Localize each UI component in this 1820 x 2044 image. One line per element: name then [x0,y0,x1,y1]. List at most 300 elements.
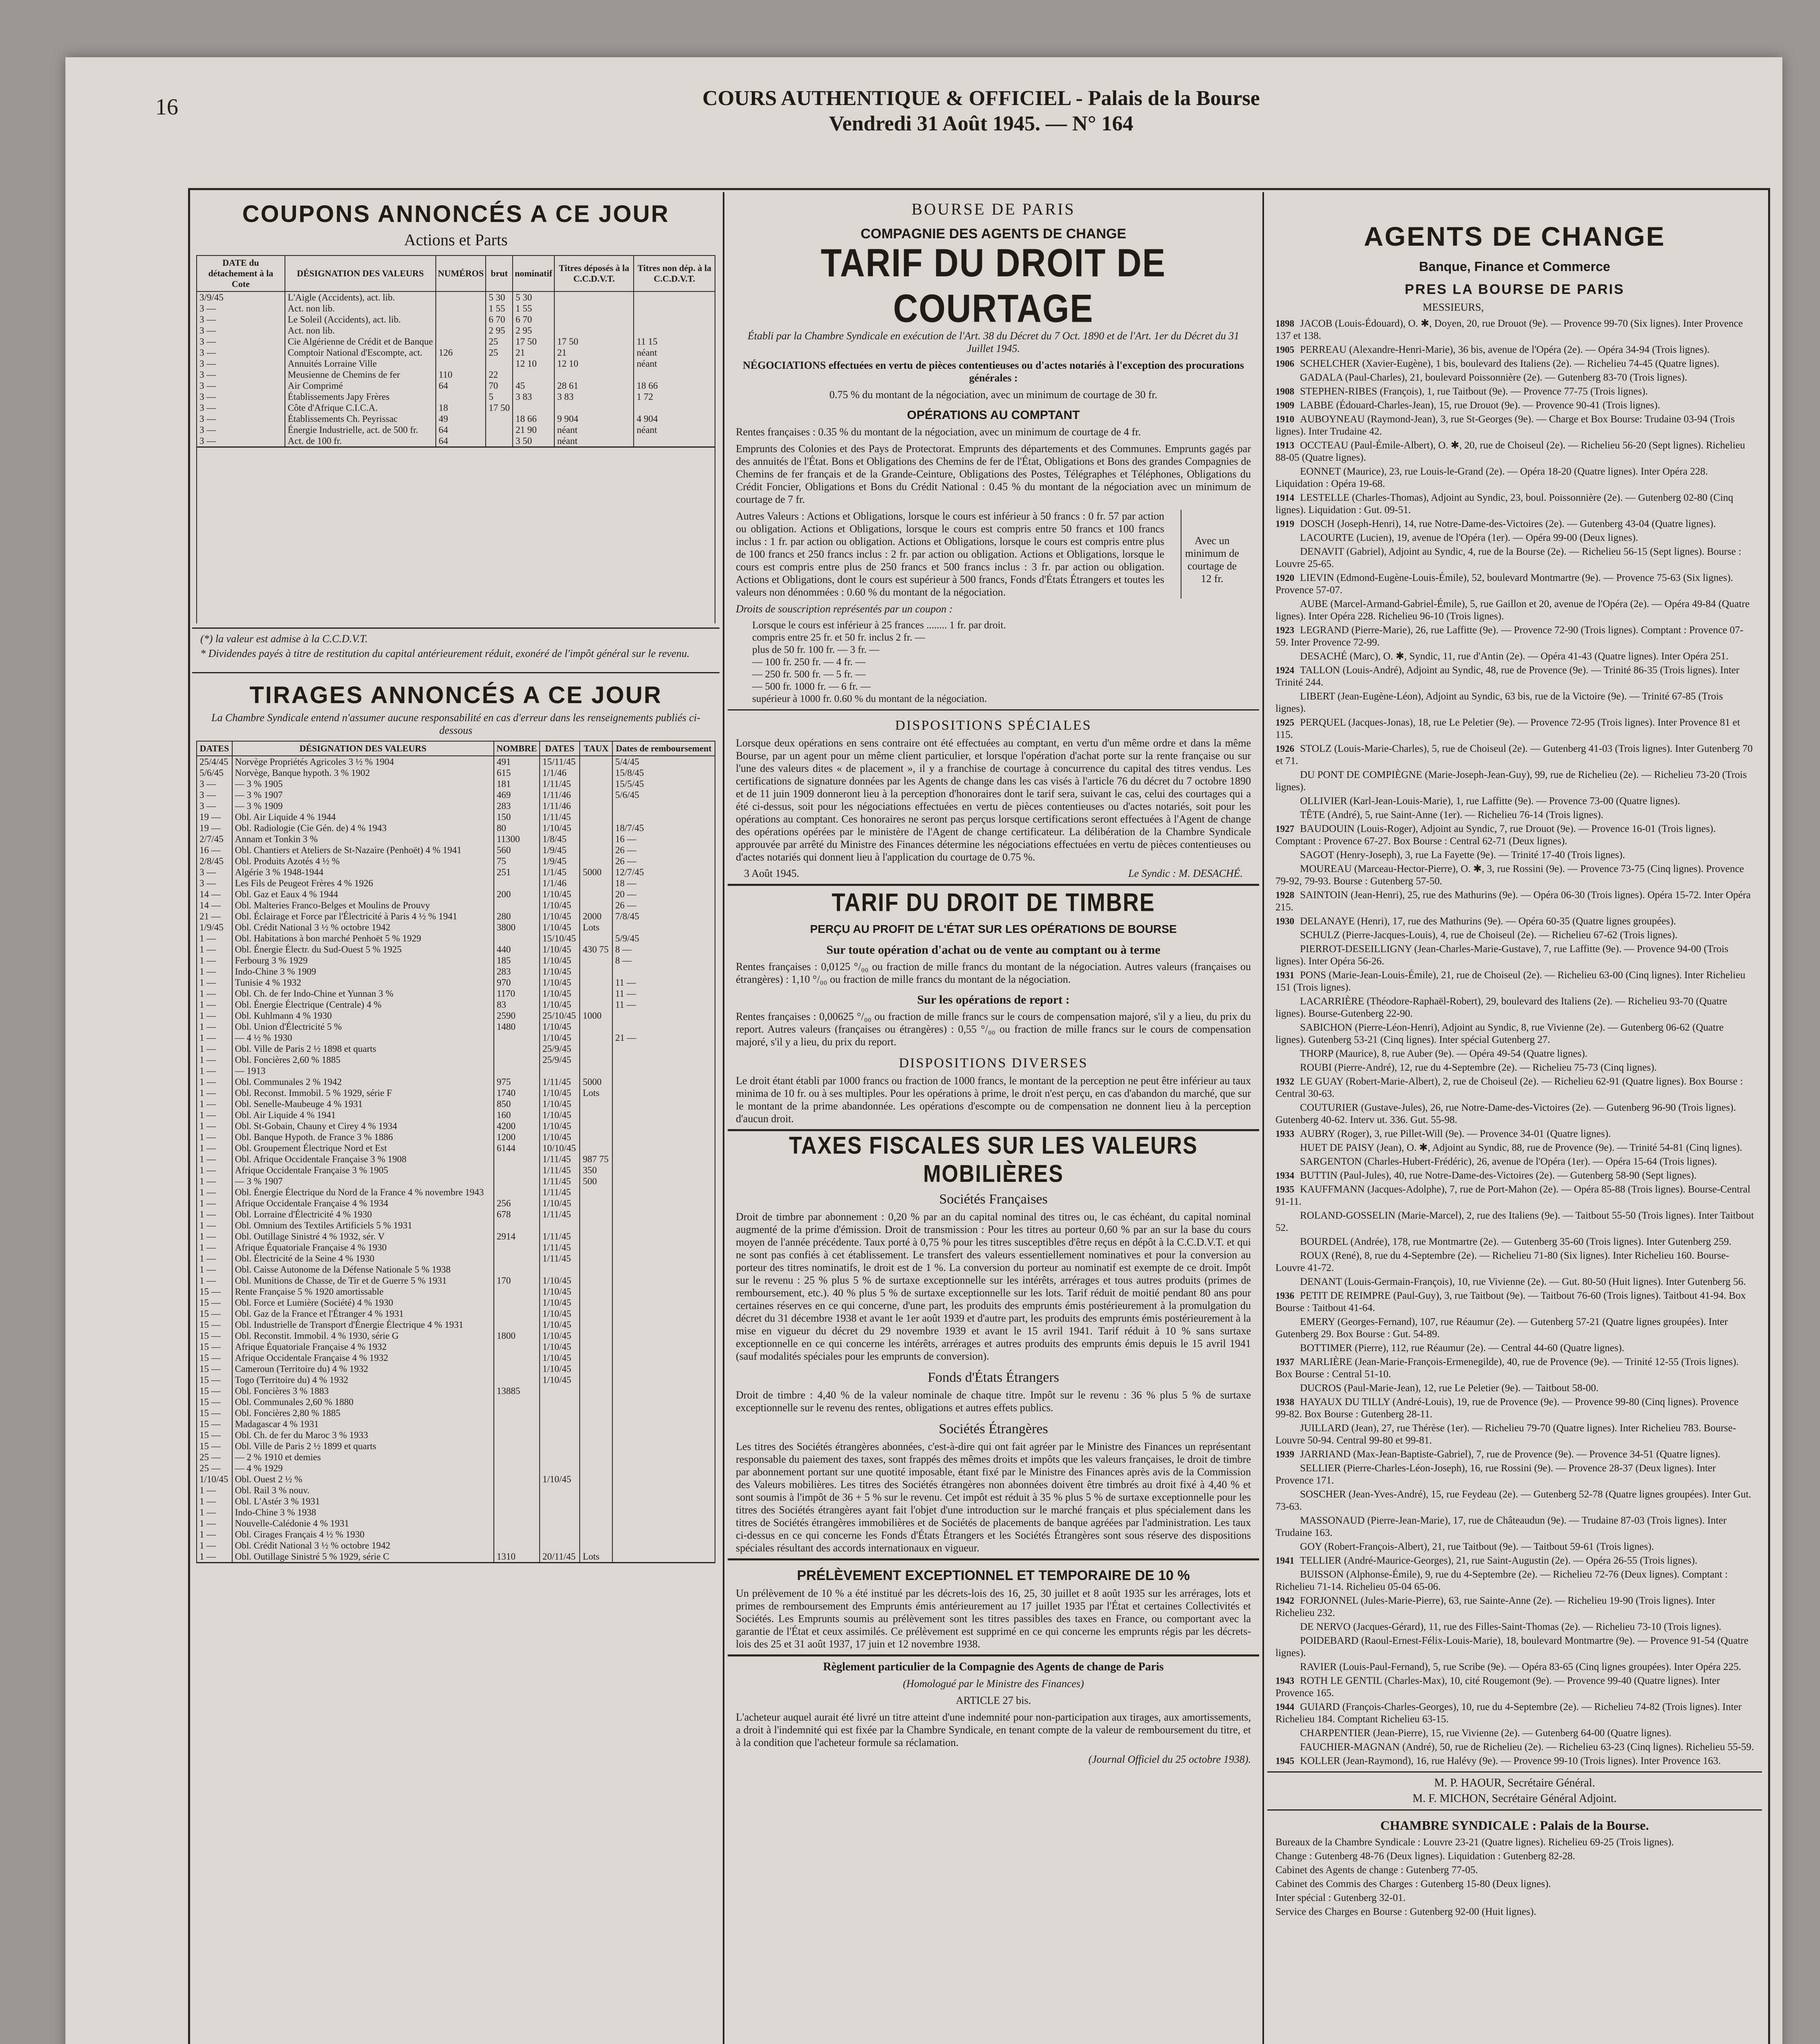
table-cell: Afrique Occidentale Française 3 % 1905 [232,1165,494,1176]
table-row [197,1463,715,1474]
agent-text: MASSONAUD (Pierre-Jean-Marie), 17, rue de Châteaudun (9e). — Trudaine 87-03 (Trois lignes). Inter Trudaine 163. [1275,1515,1727,1538]
page-number: 16 [155,94,178,120]
table-row [197,966,715,977]
table-cell: 1 — [197,1187,232,1198]
agent-year: 1933 [1275,1129,1294,1139]
table-cell: 160 [494,1109,540,1121]
agent-text: GUIARD (François-Charles-Georges), 10, rue du 4-Septembre (2e). — Richelieu 74-82 (Trois lignes). Inter Richelieu 184. Comptant Richelieu 63-15. [1275,1701,1742,1725]
table-cell: 5/6/45 [612,789,715,800]
table-cell: 1/10/45 [540,900,580,911]
table-cell: 1 — [197,1098,232,1109]
table-cell [580,1308,612,1319]
table-cell [580,1021,612,1032]
table-cell [494,1220,540,1231]
tirages-col-header: DATES [540,741,580,756]
table-cell: néant [554,435,634,446]
agent-entry [1275,518,1755,530]
table-row [197,402,715,413]
table-cell [554,291,634,303]
table-cell [540,1452,580,1463]
table-cell [580,1231,612,1242]
table-cell: Ferbourg 3 % 1929 [232,955,494,966]
table-cell: 1480 [494,1021,540,1032]
table-cell: Obl. Communales 2,60 % 1880 [232,1396,494,1407]
table-cell [612,1021,715,1032]
table-cell: 26 — [612,900,715,911]
table-cell [612,1121,715,1132]
table-cell: 10/10/45 [540,1143,580,1154]
table-cell [436,314,486,325]
agent-entry [1275,1555,1755,1567]
table-cell: 1 — [197,988,232,999]
table-cell: 12 10 [554,358,634,369]
table-cell: 1/10/45 [540,1198,580,1209]
table-cell [612,1054,715,1065]
table-cell: Obl. Ch. de fer du Maroc 3 % 1933 [232,1430,494,1441]
table-cell [494,1054,540,1065]
table-cell [513,402,554,413]
agent-text: PERREAU (Alexandre-Henri-Marie), 36 bis, avenue de l'Opéra (2e). — Opéra 34-94 (Trois lignes). [1300,344,1710,355]
table-cell [540,1220,580,1231]
table-cell: 3 — [197,336,285,347]
table-cell: 15 — [197,1363,232,1374]
table-cell: Établissements Japy Frères [285,391,436,402]
agent-text: RAVIER (Louis-Paul-Fernand), 5, rue Scribe (9e). — Opéra 83-65 (Cinq lignes groupées). Inter Opéra 225. [1300,1661,1742,1672]
table-row [197,1032,715,1043]
table-cell: Madagascar 4 % 1931 [232,1419,494,1430]
agent-text: DE NERVO (Jacques-Gérard), 11, rue des Filles-Saint-Thomas (2e). — Richelieu 73-10 (Trois lignes). [1300,1621,1721,1632]
table-cell: 1 — [197,1507,232,1518]
table-row [197,911,715,922]
table-row [197,800,715,811]
agent-entry [1275,849,1755,861]
table-row [197,1220,715,1231]
droits-row: — 250 fr. 500 fr. — 5 fr. — [752,669,866,680]
table-cell: 3 — [197,369,285,380]
table-cell: 1 — [197,1253,232,1264]
table-cell: 1 — [197,955,232,966]
table-cell: 850 [494,1098,540,1109]
agents-title: AGENTS DE CHANGE [1364,221,1665,251]
table-cell: 15 — [197,1407,232,1419]
table-cell: 12/7/45 [612,867,715,878]
table-cell: 150 [494,811,540,823]
agent-entry [1275,1727,1755,1739]
table-cell [612,1430,715,1441]
table-cell: 64 [436,380,486,391]
table-row [197,325,715,336]
agent-entry [1275,1382,1755,1394]
table-cell [486,358,513,369]
table-cell [494,1043,540,1054]
table-cell [554,303,634,314]
table-cell [494,1474,540,1485]
table-cell [580,1396,612,1407]
table-row [197,1319,715,1330]
table-cell: Obl. Malteries Franco-Belges et Moulins de Prouvy [232,900,494,911]
table-cell: 1740 [494,1087,540,1098]
table-row [197,1242,715,1253]
table-row [197,380,715,391]
table-cell: 25/10/45 [540,1010,580,1021]
agent-text: JUILLARD (Jean), 27, rue Thérèse (1er). — Richelieu 79-70 (Quatre lignes). Inter Richelieu 783. Bourse-Louvre 50-94. Central 99-80 et 99-81. [1275,1423,1736,1446]
prelevement-title: PRÉLÈVEMENT EXCEPTIONNEL ET TEMPORAIRE DE 10 % [797,1568,1190,1583]
table-cell: 170 [494,1275,540,1286]
table-cell: Obl. Produits Azotés 4 ½ % [232,856,494,867]
table-cell: Act. non lib. [285,325,436,336]
table-cell: 2914 [494,1231,540,1242]
agent-entry [1275,344,1755,356]
droits-row: plus de 50 fr. 100 fr. — 3 fr. — [752,644,880,655]
table-cell [580,1330,612,1341]
table-cell: 1 — [197,1054,232,1065]
table-row [197,944,715,955]
table-cell: 3 — [197,347,285,358]
negociations-text: 0.75 % du montant de la négociation, avec un minimum de courtage de 30 fr. [829,389,1158,401]
coupons-notes [192,633,719,660]
agent-text: HUET DE PAISY (Jean), O. ✱, Adjoint au Syndic, 88, rue de Provence (9e). — Trinité 54-81 (Cinq lignes). [1300,1142,1742,1153]
chambre-line: Bureaux de la Chambre Syndicale : Louvre 23-21 (Quatre lignes). Richelieu 69-25 (Trois lignes). [1275,1837,1674,1848]
table-row [197,1352,715,1363]
table-cell [486,435,513,446]
agent-text: DU PONT DE COMPIÈGNE (Marie-Joseph-Jean-Guy), 99, rue de Richelieu (2e). — Richelieu 73-20 (Trois lignes). [1275,769,1747,793]
table-cell [612,966,715,977]
table-cell: 3 — [197,325,285,336]
divider [728,709,1259,710]
table-cell: 1/1/46 [540,878,580,889]
table-row [197,1098,715,1109]
table-row [197,988,715,999]
agent-entry [1275,1569,1755,1593]
table-cell [580,834,612,845]
table-cell: Afrique Occidentale Française 4 % 1932 [232,1352,494,1363]
table-cell: Afrique Équatoriale Française 4 % 1930 [232,1242,494,1253]
table-cell: 5/4/45 [612,756,715,767]
agent-entry [1275,1236,1755,1248]
table-cell: 25 — [197,1452,232,1463]
agent-text: LIEVIN (Edmond-Eugène-Louis-Émile), 52, boulevard Montmartre (9e). — Provence 75-63 (Six lignes). Provence 57-07. [1275,572,1733,596]
tirages-table [196,741,715,1562]
table-cell: 1 — [197,1242,232,1253]
table-cell [580,1242,612,1253]
table-cell [634,314,715,325]
table-cell: Tunisie 4 % 1932 [232,977,494,988]
table-cell: 20/11/45 [540,1551,580,1562]
table-cell [436,291,486,303]
table-cell: 350 [580,1165,612,1176]
table-cell: 1/11/45 [540,1076,580,1087]
table-cell [612,1352,715,1363]
agent-entry [1275,1183,1755,1208]
coupons-title: COUPONS ANNONCÉS A CE JOUR [242,201,670,227]
droits-row: supérieur à 1000 fr. 0.60 % du montant de la négociation. [752,693,987,704]
table-row [197,314,715,325]
table-cell: 1/10/45 [540,1474,580,1485]
agent-entry [1275,1621,1755,1633]
reglement-title: Règlement particulier de la Compagnie des Agents de change de Paris [823,1661,1164,1673]
table-cell: Obl. Ville de Paris 2 ½ 1898 et quarts [232,1043,494,1054]
table-cell [494,1452,540,1463]
table-cell: Nouvelle-Calédonie 4 % 1931 [232,1518,494,1529]
table-cell [494,1187,540,1198]
table-cell [494,1297,540,1308]
table-cell [580,823,612,834]
table-cell [494,1374,540,1385]
table-row [197,1121,715,1132]
table-cell: 283 [494,966,540,977]
table-cell [580,1341,612,1352]
table-cell: 1 — [197,1220,232,1231]
table-cell: 491 [494,756,540,767]
table-cell: 14 — [197,900,232,911]
table-cell: — 4 ½ % 1930 [232,1032,494,1043]
agent-entry [1275,358,1755,370]
table-cell: Rente Française 5 % 1920 amortissable [232,1286,494,1297]
table-cell [540,1507,580,1518]
table-cell [580,1485,612,1496]
agent-entry [1275,795,1755,807]
agent-text: FAUCHIER-MAGNAN (André), 50, rue de Richelieu (2e). — Richelieu 63-23 (Cinq lignes). Richelieu 55-59. [1300,1741,1754,1753]
table-row [197,1363,715,1374]
table-cell: Obl. Chantiers et Ateliers de St-Nazaire (Penhoët) 4 % 1941 [232,845,494,856]
table-cell: 9 904 [554,413,634,424]
table-cell [580,1407,612,1419]
agent-entry [1275,413,1755,438]
table-cell: 1/10/45 [540,922,580,933]
table-cell: 3 — [197,358,285,369]
divider [728,1654,1259,1656]
table-cell: 3/9/45 [197,291,285,303]
column-divider [723,192,724,2044]
table-cell [612,1485,715,1496]
table-cell: 1310 [494,1551,540,1562]
table-cell: Annuités Lorraine Ville [285,358,436,369]
table-cell [494,1518,540,1529]
table-row [197,1087,715,1098]
table-cell [612,1220,715,1231]
table-cell: 1/10/45 [540,1319,580,1330]
droits-row: — 100 fr. 250 fr. — 4 fr. — [752,657,866,668]
table-cell [580,1209,612,1220]
table-row [197,1076,715,1087]
table-cell [612,1198,715,1209]
agent-text: DESACHÉ (Marc), O. ✱, Syndic, 11, rue d'Antin (2e). — Opéra 41-43 (Quatre lignes). Inter Opéra 251. [1300,651,1728,662]
agent-entry [1275,1356,1755,1381]
signature-line [744,867,1243,880]
table-cell [580,1474,612,1485]
table-cell: 1/1/46 [540,767,580,778]
table-cell: 5000 [580,867,612,878]
table-cell: 1/11/46 [540,800,580,811]
table-cell: 2590 [494,1010,540,1021]
table-cell [494,1507,540,1518]
table-cell [612,1264,715,1275]
table-row [197,424,715,435]
table-cell [540,1385,580,1396]
table-cell [494,1319,540,1330]
table-cell: 20 — [612,889,715,900]
table-row [197,756,715,767]
table-cell [540,1264,580,1275]
agent-entry [1275,1210,1755,1234]
table-cell: 1 — [197,1540,232,1551]
agent-year: 1941 [1275,1555,1294,1566]
table-cell: 19 — [197,811,232,823]
table-row [197,789,715,800]
table-cell: Afrique Occidentale Française 4 % 1934 [232,1198,494,1209]
agent-text: ROUBI (Pierre-André), 12, rue du 4-Septembre (2e). — Richelieu 75-73 (Cinq lignes). [1300,1062,1657,1073]
table-cell: 15 — [197,1341,232,1352]
table-cell [612,1132,715,1143]
table-row [197,823,715,834]
table-cell: Obl. Outillage Sinistré 5 % 1929, série C [232,1551,494,1562]
agent-year: 1905 [1275,345,1294,355]
table-cell: Cameroun (Territoire du) 4 % 1932 [232,1363,494,1374]
table-cell [580,1452,612,1463]
table-cell: 1 — [197,1165,232,1176]
table-cell: 15/10/45 [540,933,580,944]
table-cell: 19 — [197,823,232,834]
table-cell: 1/10/45 [540,955,580,966]
table-row [197,358,715,369]
agent-entry [1275,572,1755,596]
table-cell [580,999,612,1010]
table-cell: 70 [486,380,513,391]
agent-year: 1909 [1275,400,1294,410]
table-row [197,1209,715,1220]
table-cell: 3 — [197,867,232,878]
table-cell [540,1065,580,1076]
table-cell: 1 — [197,1076,232,1087]
table-cell: 26 — [612,845,715,856]
table-cell: 15/5/45 [612,778,715,789]
table-cell [580,789,612,800]
agent-text: SAINTOIN (Jean-Henri), 25, rue des Mathurins (9e). — Opéra 06-30 (Trois lignes). Opéra 15-72. Inter Opéra 215. [1275,890,1751,913]
table-cell: Obl. Cirages Français 4 ½ % 1930 [232,1529,494,1540]
table-cell: 22 [486,369,513,380]
table-cell [580,1518,612,1529]
table-cell: 1/11/45 [540,811,580,823]
table-cell: 1 — [197,999,232,1010]
agent-year: 1932 [1275,1076,1294,1087]
table-cell [554,314,634,325]
table-cell: 3 — [197,424,285,435]
chambre-line: Cabinet des Commis des Charges : Gutenberg 15-80 (Deux lignes). [1275,1878,1551,1889]
table-cell [494,1341,540,1352]
table-cell: 25/4/45 [197,756,232,767]
table-cell [513,369,554,380]
table-cell [494,1242,540,1253]
table-cell: 126 [436,347,486,358]
table-row [197,1165,715,1176]
table-cell: 1/10/45 [540,1087,580,1098]
table-cell: Obl. L'Astér 3 % 1931 [232,1496,494,1507]
taxes-title: TAXES FISCALES SUR LES VALEURS MOBILIÈRES [789,1132,1198,1188]
table-cell [580,1363,612,1374]
table-cell [494,1308,540,1319]
table-cell [486,424,513,435]
agent-year: 1926 [1275,744,1294,754]
table-cell: 17 50 [513,336,554,347]
table-cell: 987 75 [580,1154,612,1165]
messieurs-label: MESSIEURS, [1423,301,1484,313]
table-cell: 1/11/45 [540,778,580,789]
coupons-col-header: Titres non dép. à la C.C.D.V.T. [634,256,715,291]
table-cell: Act. non lib. [285,303,436,314]
table-row [197,856,715,867]
table-cell: 1/11/46 [540,789,580,800]
agent-entry [1275,1541,1755,1553]
droits-list [752,619,1251,705]
agent-text: BUISSON (Alphonse-Émile), 9, rue du 4-Septembre (2e). — Richelieu 72-76 (Deux lignes). Comptant : Richelieu 71-14. Richelieu 05-04 65-06. [1275,1569,1728,1592]
secretary: M. P. HAOUR, Secrétaire Général. [1434,1777,1595,1789]
etats-text: Droit de timbre : 4,40 % de la valeur nominale de chaque titre. Impôt sur le revenu : 36 % plus 5 % de surtaxe exceptionnelle sur le revenu des rentes, obligations et autres effets publics. [736,1389,1251,1414]
tirages-title: TIRAGES ANNONCÉS A CE JOUR [249,682,662,708]
agent-text: HAYAUX DU TILLY (André-Louis), 19, rue de Provence (9e). — Provence 99-80 (Cinq lignes). Provence 99-82. Box Bourse : Gutenberg 28-11. [1275,1396,1739,1420]
table-cell: 1/10/45 [540,1132,580,1143]
table-cell [612,1529,715,1540]
secretaries [1267,1777,1762,1805]
table-cell: Obl. Omnium des Textiles Artificiels 5 % 1931 [232,1220,494,1231]
table-cell [634,369,715,380]
agent-text: ROUX (René), 8, rue du 4-Septembre (2e). — Richelieu 71-80 (Six lignes). Inter Richelieu 160. Bourse-Louvre 41-72. [1275,1250,1729,1273]
table-cell [612,1297,715,1308]
table-cell: 1200 [494,1132,540,1143]
table-cell: 1/10/45 [540,1330,580,1341]
agent-text: SAGOT (Henry-Joseph), 3, rue La Fayette (9e). — Trinité 17-40 (Trois lignes). [1300,849,1625,861]
table-cell [540,1540,580,1551]
coupons-table-wrap [196,255,715,448]
droits-row: compris entre 25 fr. et 50 fr. inclus 2 fr. — [752,632,925,643]
diverses-text: Le droit étant établi par 1000 francs ou fraction de 1000 francs, le montant de la perception ne peut être inférieur au taux minima de 10 fr. ou à ses multiples. Pour les opérations à prime, le droit n'est perçu, en cas d'abandon du marché, que sur le montant de la prime abandonnée. Les opérations d'escompte ou de compensation ne donnent lieu à la perception d'aucun droit. [736,1075,1251,1125]
agent-text: BAUDOUIN (Louis-Roger), Adjoint au Syndic, 7, rue Drouot (9e). — Provence 16-01 (Trois lignes). Comptant : Provence 67-27. Box Bourse : Central 62-71 (Deux lignes). [1275,823,1716,847]
table-cell: 15 — [197,1319,232,1330]
table-cell [554,325,634,336]
table-row [197,1264,715,1275]
table-row [197,1452,715,1463]
agent-year: 1924 [1275,665,1294,675]
agent-entry [1275,385,1755,398]
table-cell: 21 90 [513,424,554,435]
table-cell [580,1275,612,1286]
table-cell: 15 — [197,1352,232,1363]
table-cell: Obl. Senelle-Maubeuge 4 % 1931 [232,1098,494,1109]
divider [728,1558,1259,1560]
agent-text: DOSCH (Joseph-Henri), 14, rue Notre-Dame-des-Victoires (2e). — Gutenberg 43-04 (Quatre lignes). [1300,518,1716,529]
table-row [197,1407,715,1419]
table-cell: 5 30 [486,291,513,303]
table-cell: 17 50 [554,336,634,347]
agent-entry [1275,1396,1755,1421]
table-row [197,1043,715,1054]
table-cell: 3 — [197,778,232,789]
table-cell: Obl. Crédit National 3 ½ % octobre 1942 [232,1540,494,1551]
table-cell: 6 70 [513,314,554,325]
agent-entry [1275,743,1755,767]
table-cell [580,756,612,767]
agent-text: SABICHON (Pierre-Léon-Henri), Adjoint au Syndic, 8, rue Vivienne (2e). — Gutenberg 06-62 (Quatre lignes). Gutenberg 53-21 (Cinq lignes). Inter spécial Gutenberg 27. [1275,1022,1724,1045]
table-cell [580,1319,612,1330]
table-cell: 1 — [197,1529,232,1540]
table-cell: 25/9/45 [540,1054,580,1065]
prelevement-text: Un prélèvement de 10 % a été institué par les décrets-lois des 16, 25, 30 juillet et 8 août 1935 sur les arrérages, lots et primes de remboursement des Emprunts émis antérieurement au 17 juillet 1935 par l'État et certaines Collectivités et Sociétés. Les Emprunts soumis au prélèvement sont les titres passibles des taxes en France, ou comportant avec la garantie de l'État et ceux assimilés. Ce prélèvement est supprimé en ce qui concerne les emprunts régis par les décrets-lois des 25 et 31 août 1937, 17 juin et 12 novembre 1938. [736,1587,1251,1650]
table-cell: 181 [494,778,540,789]
column-left [192,192,719,1889]
table-cell: 678 [494,1209,540,1220]
agent-year: 1898 [1275,318,1294,329]
table-cell: 15 — [197,1430,232,1441]
agent-year: 1935 [1275,1184,1294,1195]
